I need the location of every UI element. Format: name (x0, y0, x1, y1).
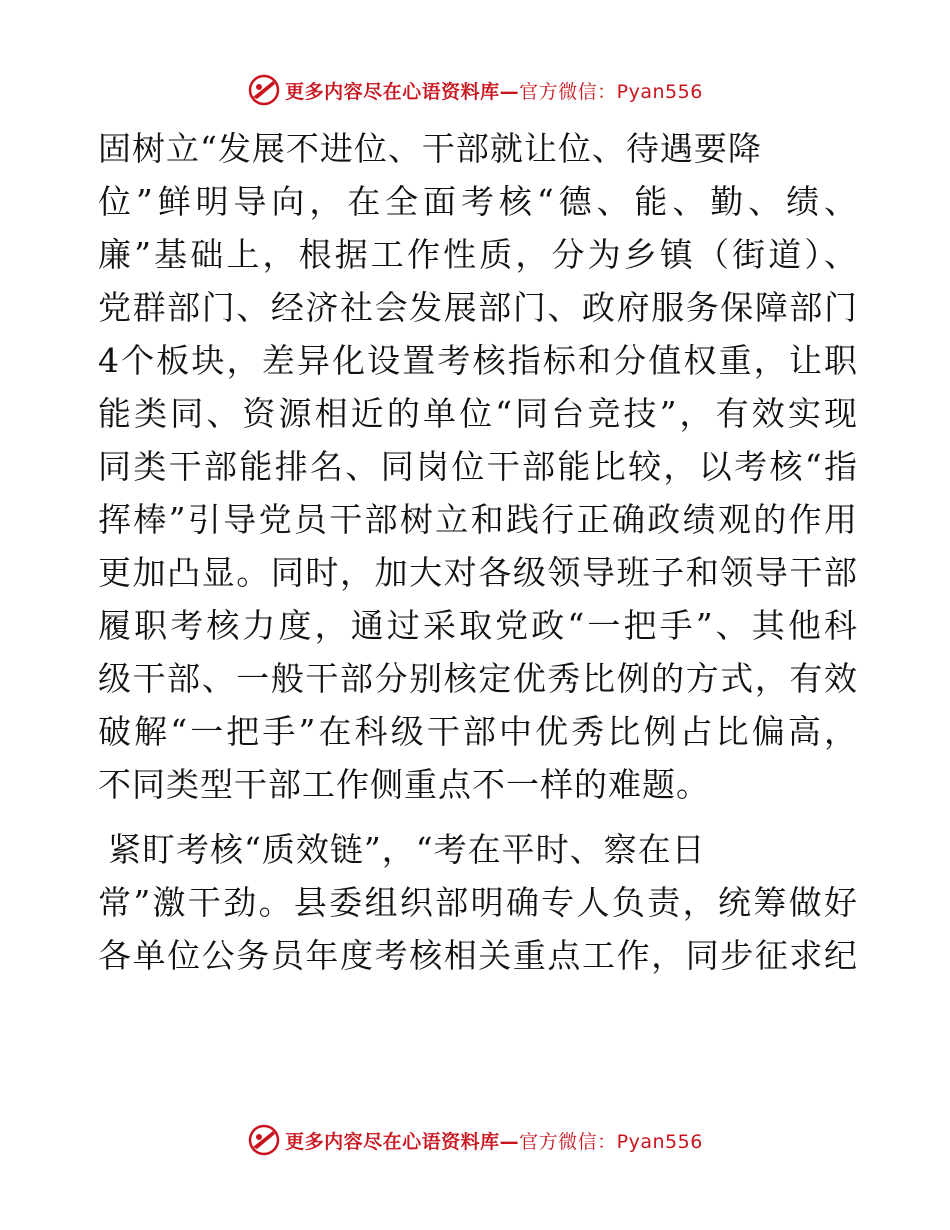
body-line: 挥棒”引导党员干部树立和践行正确政绩观的作用 (98, 500, 858, 539)
body-line: 破解“一把手”在科级干部中优秀比例占比偏高， (98, 712, 858, 751)
body-line: 廉”基础上，根据工作性质，分为乡镇（街道）、 (98, 235, 858, 274)
header-watermark (0, 70, 950, 110)
body-line: 更加凸显。同时，加大对各级领导班子和领导干部 (98, 553, 858, 592)
body-line: 4个板块，差异化设置考核指标和分值权重，让职 (98, 341, 858, 380)
body-line: 不同类型干部工作侧重点不一样的难题。 (98, 765, 710, 804)
body-line: 履职考核力度，通过采取党政“一把手”、其他科 (98, 606, 858, 645)
header-watermark-text: 更多内容尽在心语资料库—官方微信：Pyan556 (285, 80, 703, 103)
body-line: 常”激干劲。县委组织部明确专人负责，统筹做好 (98, 883, 858, 922)
body-line: 同类干部能排名、同岗位干部能比较，以考核“指 (98, 447, 858, 486)
footer-watermark-text: 更多内容尽在心语资料库—官方微信：Pyan556 (285, 1130, 703, 1153)
body-line: 能类同、资源相近的单位“同台竞技”，有效实现 (98, 394, 858, 433)
brand-logo-icon (247, 1123, 281, 1157)
body-line: 级干部、一般干部分别核定优秀比例的方式，有效 (98, 659, 858, 698)
body-line: 位”鲜明导向，在全面考核“德、能、勤、绩、 (98, 182, 858, 221)
footer-watermark (0, 1120, 950, 1160)
body-line: 固树立“发展不进位、干部就让位、待遇要降 (98, 129, 762, 168)
section-heading-line: 紧盯考核“质效链”，“考在平时、察在日 (108, 830, 706, 869)
body-line: 各单位公务员年度考核相关重点工作，同步征求纪 (98, 936, 858, 975)
document-body (98, 122, 858, 982)
body-line: 党群部门、经济社会发展部门、政府服务保障部门 (98, 288, 858, 327)
brand-logo-icon (247, 73, 281, 107)
